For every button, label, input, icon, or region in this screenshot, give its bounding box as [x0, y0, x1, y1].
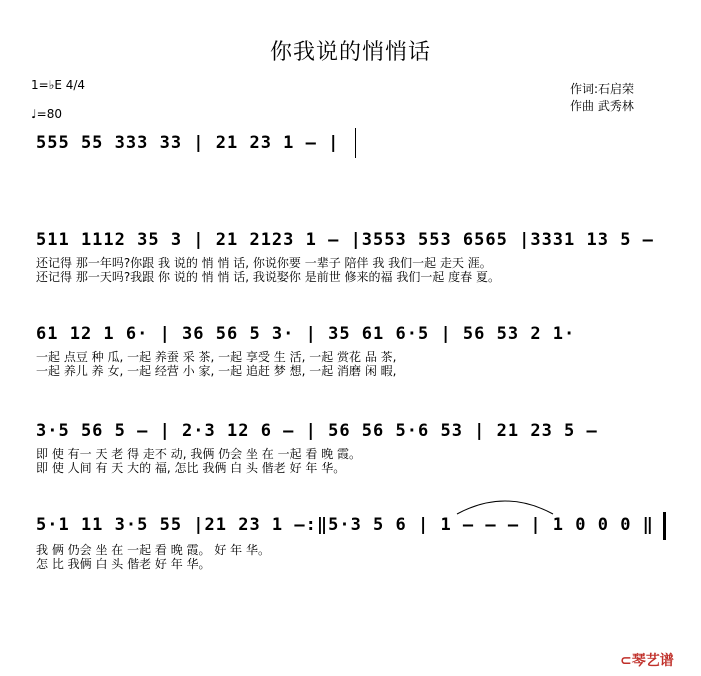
lyrics-line-3-verse-2: 一起 养儿 养 女, 一起 经营 小 家, 一起 追赶 梦 想, 一起 消磨 闲 暇,: [36, 364, 397, 378]
lyrics-line-3-verse-1: 一起 点豆 种 瓜, 一起 养蚕 采 茶, 一起 享受 生 活, 一起 赏花 品 茶,: [36, 350, 397, 364]
lyrics-line-5-verse-1: 我 俩 仍会 坐 在 一起 看 晚 霞。 好 年 华。: [36, 543, 270, 557]
tie-arc: [455, 494, 555, 516]
barline: [355, 128, 356, 158]
lyrics-line-5-verse-2: 怎 比 我俩 白 头 偕老 好 年 华。: [36, 557, 211, 571]
logo-icon: ⊂: [620, 653, 632, 669]
lyricist-credit: 作词:石启荣: [570, 82, 635, 96]
tempo-marking: ♩=80: [31, 107, 62, 121]
watermark-logo: ⊂琴艺谱: [620, 653, 674, 669]
lyrics-line-4-verse-2: 即 使 人间 有 天 大的 福, 怎比 我俩 白 头 偕老 好 年 华。: [36, 461, 346, 475]
notation-line-2: 511 1112 35 3 | 21 2123 1 – |3553 553 6565 |3331 13 5 –: [36, 230, 654, 250]
composer-credit: 作曲 武秀林: [570, 99, 634, 113]
lyrics-line-2-verse-1: 还记得 那一年吗?你跟 我 说的 悄 悄 话, 你说你要 一辈子 陪伴 我 我们一起 走天 涯。: [36, 256, 492, 270]
notation-line-5: 5·1 11 3·5 55 |21 23 1 –:‖5·3 5 6 | 1 – – – | 1 0 0 0 ‖: [36, 515, 654, 535]
lyrics-line-4-verse-1: 即 使 有一 天 老 得 走不 动, 我俩 仍会 坐 在 一起 看 晚 霞。: [36, 447, 362, 461]
score-title: 你我说的悄悄话: [269, 40, 431, 65]
final-barline: [663, 512, 666, 540]
notation-line-3: 61 12 1 6· | 36 56 5 3· | 35 61 6·5 | 56 53 2 1·: [36, 324, 576, 344]
lyrics-line-2-verse-2: 还记得 那一天吗?我跟 你 说的 悄 悄 话, 我说娶你 是前世 修来的福 我们一起 度春 夏。: [36, 270, 500, 284]
notation-line-4: 3·5 56 5 – | 2·3 12 6 – | 56 56 5·6 53 | 21 23 5 –: [36, 421, 598, 441]
notation-line-1: 555 55 333 33 | 21 23 1 – |: [36, 133, 340, 153]
key-signature: 1=♭E 4/4: [31, 78, 86, 92]
